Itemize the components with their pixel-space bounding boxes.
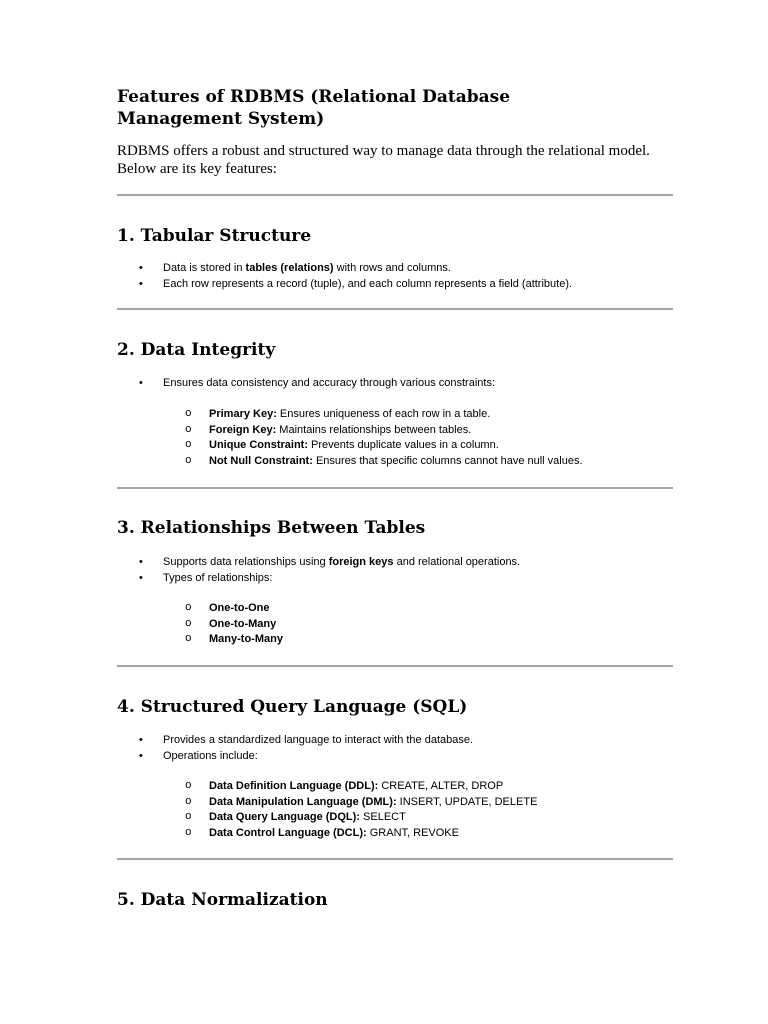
bullet-list-sql	[117, 733, 473, 764]
list-item: o Data Query Language (DQL): SELECT	[117, 810, 537, 826]
bullet-list-data-integrity	[117, 376, 495, 392]
list-item: o Many-to-Many	[117, 632, 283, 648]
intro-paragraph: RDBMS offers a robust and structured way to manage data through the relational model. Below are its key features:	[117, 143, 650, 177]
section-heading-tabular-structure: 1. Tabular Structure	[117, 226, 312, 246]
list-item: o Data Definition Language (DDL): CREATE, ALTER, DROP	[117, 779, 537, 795]
section-heading-sql: 4. Structured Query Language (SQL)	[117, 697, 468, 717]
horizontal-rule	[117, 665, 673, 667]
list-item: o One-to-Many	[117, 617, 283, 633]
list-item: o Primary Key: Ensures uniqueness of each row in a table.	[117, 407, 583, 423]
list-item: o Data Control Language (DCL): GRANT, REVOKE	[117, 826, 537, 842]
section-heading-data-integrity: 2. Data Integrity	[117, 340, 276, 360]
sub-list-relationship-types	[117, 601, 283, 648]
horizontal-rule	[117, 858, 673, 860]
list-item: • Each row represents a record (tuple), and each column represents a field (attribute).	[117, 277, 572, 293]
list-item: • Ensures data consistency and accuracy through various constraints:	[117, 376, 495, 392]
list-item: • Supports data relationships using foreign keys and relational operations.	[117, 555, 520, 571]
list-item: o Data Manipulation Language (DML): INSERT, UPDATE, DELETE	[117, 795, 537, 811]
bullet-list-tabular-structure	[117, 261, 572, 292]
document-title: Features of RDBMS (Relational Database Management System)	[117, 87, 511, 129]
sub-list-sql-operations	[117, 779, 537, 841]
list-item: • Provides a standardized language to interact with the database.	[117, 733, 473, 749]
horizontal-rule	[117, 487, 673, 489]
list-item: o One-to-One	[117, 601, 283, 617]
list-item: o Unique Constraint: Prevents duplicate values in a column.	[117, 438, 583, 454]
section-heading-data-normalization: 5. Data Normalization	[117, 890, 328, 910]
horizontal-rule	[117, 194, 673, 196]
bullet-list-relationships	[117, 555, 520, 586]
list-item: o Foreign Key: Maintains relationships between tables.	[117, 423, 583, 439]
sub-list-constraints	[117, 407, 583, 469]
list-item: o Not Null Constraint: Ensures that specific columns cannot have null values.	[117, 454, 583, 470]
list-item: • Operations include:	[117, 749, 473, 765]
list-item: • Types of relationships:	[117, 571, 520, 587]
section-heading-relationships: 3. Relationships Between Tables	[117, 518, 426, 538]
horizontal-rule	[117, 308, 673, 310]
list-item: • Data is stored in tables (relations) with rows and columns.	[117, 261, 572, 277]
